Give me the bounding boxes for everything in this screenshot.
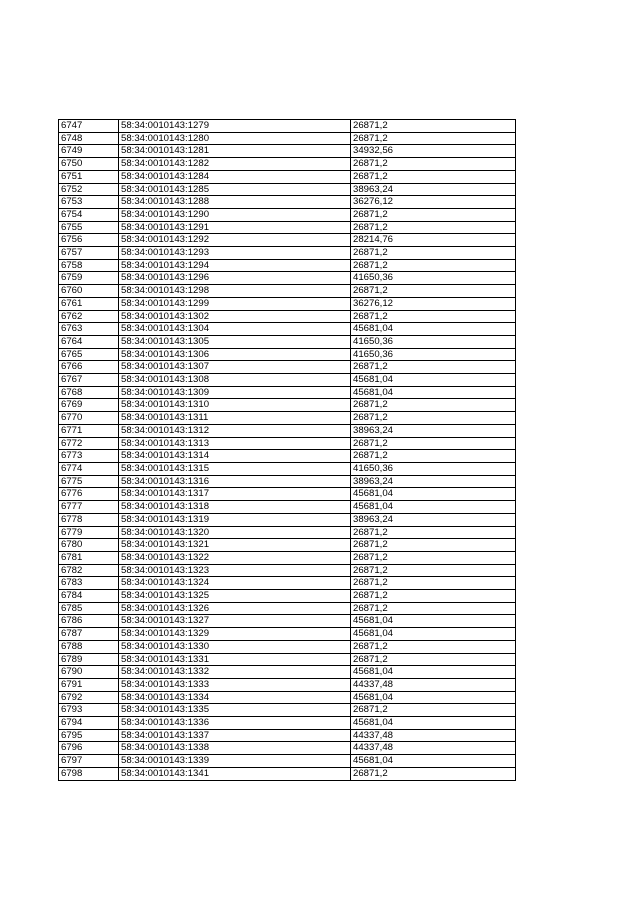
row-number-cell: 6772: [59, 437, 119, 450]
row-number-cell: 6752: [59, 183, 119, 196]
value-cell: 45681,04: [351, 488, 516, 501]
value-cell: 26871,2: [351, 285, 516, 298]
table-row: [59, 590, 516, 603]
row-number-cell: 6748: [59, 132, 119, 145]
value-cell: 26871,2: [351, 653, 516, 666]
row-number-cell: 6790: [59, 666, 119, 679]
value-cell: 26871,2: [351, 437, 516, 450]
table-row: [59, 564, 516, 577]
table-row: [59, 170, 516, 183]
row-number-cell: 6793: [59, 704, 119, 717]
row-number-cell: 6765: [59, 348, 119, 361]
row-number-cell: 6754: [59, 208, 119, 221]
row-number-cell: 6757: [59, 247, 119, 260]
table-row: [59, 729, 516, 742]
cadastral-number-cell: 58:34:0010143:1326: [119, 602, 351, 615]
row-number-cell: 6792: [59, 691, 119, 704]
table-row: [59, 678, 516, 691]
value-cell: 26871,2: [351, 526, 516, 539]
table-row: [59, 640, 516, 653]
table-row: [59, 691, 516, 704]
row-number-cell: 6796: [59, 742, 119, 755]
cadastral-number-cell: 58:34:0010143:1282: [119, 158, 351, 171]
table-row: [59, 437, 516, 450]
cadastral-number-cell: 58:34:0010143:1308: [119, 374, 351, 387]
value-cell: 38963,24: [351, 424, 516, 437]
cadastral-number-cell: 58:34:0010143:1314: [119, 450, 351, 463]
cadastral-number-cell: 58:34:0010143:1280: [119, 132, 351, 145]
value-cell: 41650,36: [351, 462, 516, 475]
cadastral-number-cell: 58:34:0010143:1339: [119, 755, 351, 768]
cadastral-number-cell: 58:34:0010143:1285: [119, 183, 351, 196]
cadastral-number-cell: 58:34:0010143:1305: [119, 335, 351, 348]
value-cell: 26871,2: [351, 602, 516, 615]
cadastral-number-cell: 58:34:0010143:1333: [119, 678, 351, 691]
value-cell: 38963,24: [351, 183, 516, 196]
table-row: [59, 666, 516, 679]
cadastral-number-cell: 58:34:0010143:1311: [119, 412, 351, 425]
row-number-cell: 6763: [59, 323, 119, 336]
row-number-cell: 6761: [59, 297, 119, 310]
cadastral-number-cell: 58:34:0010143:1325: [119, 590, 351, 603]
cadastral-number-cell: 58:34:0010143:1306: [119, 348, 351, 361]
cadastral-number-cell: 58:34:0010143:1316: [119, 475, 351, 488]
value-cell: 26871,2: [351, 590, 516, 603]
row-number-cell: 6785: [59, 602, 119, 615]
table-row: [59, 628, 516, 641]
row-number-cell: 6773: [59, 450, 119, 463]
value-cell: 38963,24: [351, 513, 516, 526]
row-number-cell: 6768: [59, 386, 119, 399]
table-row: [59, 767, 516, 780]
value-cell: 26871,2: [351, 221, 516, 234]
value-cell: 38963,24: [351, 475, 516, 488]
table-row: [59, 285, 516, 298]
row-number-cell: 6774: [59, 462, 119, 475]
value-cell: 36276,12: [351, 196, 516, 209]
table-row: [59, 259, 516, 272]
table-row: [59, 602, 516, 615]
row-number-cell: 6759: [59, 272, 119, 285]
value-cell: 44337,48: [351, 678, 516, 691]
cadastral-number-cell: 58:34:0010143:1334: [119, 691, 351, 704]
row-number-cell: 6787: [59, 628, 119, 641]
cadastral-number-cell: 58:34:0010143:1312: [119, 424, 351, 437]
value-cell: 26871,2: [351, 259, 516, 272]
row-number-cell: 6798: [59, 767, 119, 780]
table-row: [59, 374, 516, 387]
cadastral-number-cell: 58:34:0010143:1320: [119, 526, 351, 539]
table-row: [59, 615, 516, 628]
cadastral-number-cell: 58:34:0010143:1329: [119, 628, 351, 641]
cadastral-number-cell: 58:34:0010143:1291: [119, 221, 351, 234]
row-number-cell: 6747: [59, 120, 119, 133]
row-number-cell: 6794: [59, 717, 119, 730]
row-number-cell: 6786: [59, 615, 119, 628]
cadastral-number-cell: 58:34:0010143:1281: [119, 145, 351, 158]
row-number-cell: 6781: [59, 551, 119, 564]
table-row: [59, 755, 516, 768]
value-cell: 26871,2: [351, 170, 516, 183]
cadastral-number-cell: 58:34:0010143:1304: [119, 323, 351, 336]
table-row: [59, 221, 516, 234]
row-number-cell: 6778: [59, 513, 119, 526]
cadastral-number-cell: 58:34:0010143:1337: [119, 729, 351, 742]
table-row: [59, 132, 516, 145]
value-cell: 26871,2: [351, 640, 516, 653]
cadastral-number-cell: 58:34:0010143:1294: [119, 259, 351, 272]
row-number-cell: 6788: [59, 640, 119, 653]
table-row: [59, 361, 516, 374]
table-row: [59, 488, 516, 501]
cadastral-number-cell: 58:34:0010143:1313: [119, 437, 351, 450]
cadastral-number-cell: 58:34:0010143:1332: [119, 666, 351, 679]
row-number-cell: 6756: [59, 234, 119, 247]
value-cell: 45681,04: [351, 717, 516, 730]
value-cell: 45681,04: [351, 501, 516, 514]
row-number-cell: 6766: [59, 361, 119, 374]
table-row: [59, 234, 516, 247]
data-table: [58, 119, 516, 781]
value-cell: 26871,2: [351, 399, 516, 412]
row-number-cell: 6762: [59, 310, 119, 323]
cadastral-number-cell: 58:34:0010143:1317: [119, 488, 351, 501]
value-cell: 45681,04: [351, 615, 516, 628]
row-number-cell: 6775: [59, 475, 119, 488]
value-cell: 41650,36: [351, 335, 516, 348]
row-number-cell: 6764: [59, 335, 119, 348]
cadastral-number-cell: 58:34:0010143:1310: [119, 399, 351, 412]
row-number-cell: 6770: [59, 412, 119, 425]
row-number-cell: 6776: [59, 488, 119, 501]
row-number-cell: 6749: [59, 145, 119, 158]
table-row: [59, 551, 516, 564]
value-cell: 26871,2: [351, 412, 516, 425]
row-number-cell: 6783: [59, 577, 119, 590]
cadastral-number-cell: 58:34:0010143:1327: [119, 615, 351, 628]
value-cell: 45681,04: [351, 755, 516, 768]
table-row: [59, 145, 516, 158]
table-row: [59, 399, 516, 412]
table-row: [59, 526, 516, 539]
value-cell: 45681,04: [351, 374, 516, 387]
table-row: [59, 208, 516, 221]
cadastral-number-cell: 58:34:0010143:1331: [119, 653, 351, 666]
row-number-cell: 6784: [59, 590, 119, 603]
table-row: [59, 335, 516, 348]
cadastral-number-cell: 58:34:0010143:1318: [119, 501, 351, 514]
row-number-cell: 6791: [59, 678, 119, 691]
value-cell: 26871,2: [351, 361, 516, 374]
cadastral-number-cell: 58:34:0010143:1307: [119, 361, 351, 374]
cadastral-number-cell: 58:34:0010143:1279: [119, 120, 351, 133]
cadastral-number-cell: 58:34:0010143:1290: [119, 208, 351, 221]
cadastral-number-cell: 58:34:0010143:1335: [119, 704, 351, 717]
value-cell: 26871,2: [351, 310, 516, 323]
cadastral-number-cell: 58:34:0010143:1292: [119, 234, 351, 247]
row-number-cell: 6750: [59, 158, 119, 171]
table-row: [59, 577, 516, 590]
row-number-cell: 6755: [59, 221, 119, 234]
row-number-cell: 6782: [59, 564, 119, 577]
value-cell: 45681,04: [351, 628, 516, 641]
table-row: [59, 475, 516, 488]
value-cell: 26871,2: [351, 132, 516, 145]
cadastral-number-cell: 58:34:0010143:1293: [119, 247, 351, 260]
row-number-cell: 6771: [59, 424, 119, 437]
value-cell: 45681,04: [351, 323, 516, 336]
value-cell: 45681,04: [351, 666, 516, 679]
row-number-cell: 6777: [59, 501, 119, 514]
cadastral-number-cell: 58:34:0010143:1309: [119, 386, 351, 399]
table-row: [59, 501, 516, 514]
table-row: [59, 272, 516, 285]
row-number-cell: 6789: [59, 653, 119, 666]
row-number-cell: 6758: [59, 259, 119, 272]
row-number-cell: 6795: [59, 729, 119, 742]
table-row: [59, 196, 516, 209]
value-cell: 26871,2: [351, 450, 516, 463]
cadastral-number-cell: 58:34:0010143:1288: [119, 196, 351, 209]
table-row: [59, 653, 516, 666]
row-number-cell: 6767: [59, 374, 119, 387]
value-cell: 45681,04: [351, 691, 516, 704]
cadastral-number-cell: 58:34:0010143:1338: [119, 742, 351, 755]
value-cell: 34932,56: [351, 145, 516, 158]
row-number-cell: 6797: [59, 755, 119, 768]
table-row: [59, 717, 516, 730]
row-number-cell: 6753: [59, 196, 119, 209]
cadastral-number-cell: 58:34:0010143:1302: [119, 310, 351, 323]
value-cell: 26871,2: [351, 208, 516, 221]
table-row: [59, 120, 516, 133]
table-row: [59, 462, 516, 475]
table-row: [59, 386, 516, 399]
value-cell: 26871,2: [351, 704, 516, 717]
cadastral-number-cell: 58:34:0010143:1336: [119, 717, 351, 730]
value-cell: 45681,04: [351, 386, 516, 399]
value-cell: 26871,2: [351, 767, 516, 780]
value-cell: 26871,2: [351, 551, 516, 564]
table-body: [59, 120, 516, 781]
cadastral-number-cell: 58:34:0010143:1324: [119, 577, 351, 590]
table-row: [59, 183, 516, 196]
cadastral-number-cell: 58:34:0010143:1284: [119, 170, 351, 183]
row-number-cell: 6780: [59, 539, 119, 552]
value-cell: 41650,36: [351, 348, 516, 361]
value-cell: 41650,36: [351, 272, 516, 285]
value-cell: 44337,48: [351, 742, 516, 755]
value-cell: 26871,2: [351, 120, 516, 133]
cadastral-number-cell: 58:34:0010143:1322: [119, 551, 351, 564]
table-row: [59, 513, 516, 526]
cadastral-number-cell: 58:34:0010143:1330: [119, 640, 351, 653]
value-cell: 36276,12: [351, 297, 516, 310]
cadastral-number-cell: 58:34:0010143:1315: [119, 462, 351, 475]
cadastral-number-cell: 58:34:0010143:1299: [119, 297, 351, 310]
table-row: [59, 297, 516, 310]
value-cell: 26871,2: [351, 564, 516, 577]
cadastral-number-cell: 58:34:0010143:1296: [119, 272, 351, 285]
row-number-cell: 6769: [59, 399, 119, 412]
value-cell: 44337,48: [351, 729, 516, 742]
table-row: [59, 704, 516, 717]
table-row: [59, 158, 516, 171]
value-cell: 26871,2: [351, 247, 516, 260]
table-row: [59, 310, 516, 323]
row-number-cell: 6779: [59, 526, 119, 539]
value-cell: 26871,2: [351, 577, 516, 590]
table-row: [59, 742, 516, 755]
cadastral-number-cell: 58:34:0010143:1321: [119, 539, 351, 552]
cadastral-number-cell: 58:34:0010143:1298: [119, 285, 351, 298]
value-cell: 26871,2: [351, 539, 516, 552]
value-cell: 26871,2: [351, 158, 516, 171]
table-row: [59, 348, 516, 361]
table-row: [59, 539, 516, 552]
table-row: [59, 412, 516, 425]
row-number-cell: 6760: [59, 285, 119, 298]
cadastral-number-cell: 58:34:0010143:1323: [119, 564, 351, 577]
table-row: [59, 247, 516, 260]
table-row: [59, 323, 516, 336]
value-cell: 28214,76: [351, 234, 516, 247]
cadastral-number-cell: 58:34:0010143:1341: [119, 767, 351, 780]
cadastral-number-cell: 58:34:0010143:1319: [119, 513, 351, 526]
row-number-cell: 6751: [59, 170, 119, 183]
table-row: [59, 424, 516, 437]
table-row: [59, 450, 516, 463]
